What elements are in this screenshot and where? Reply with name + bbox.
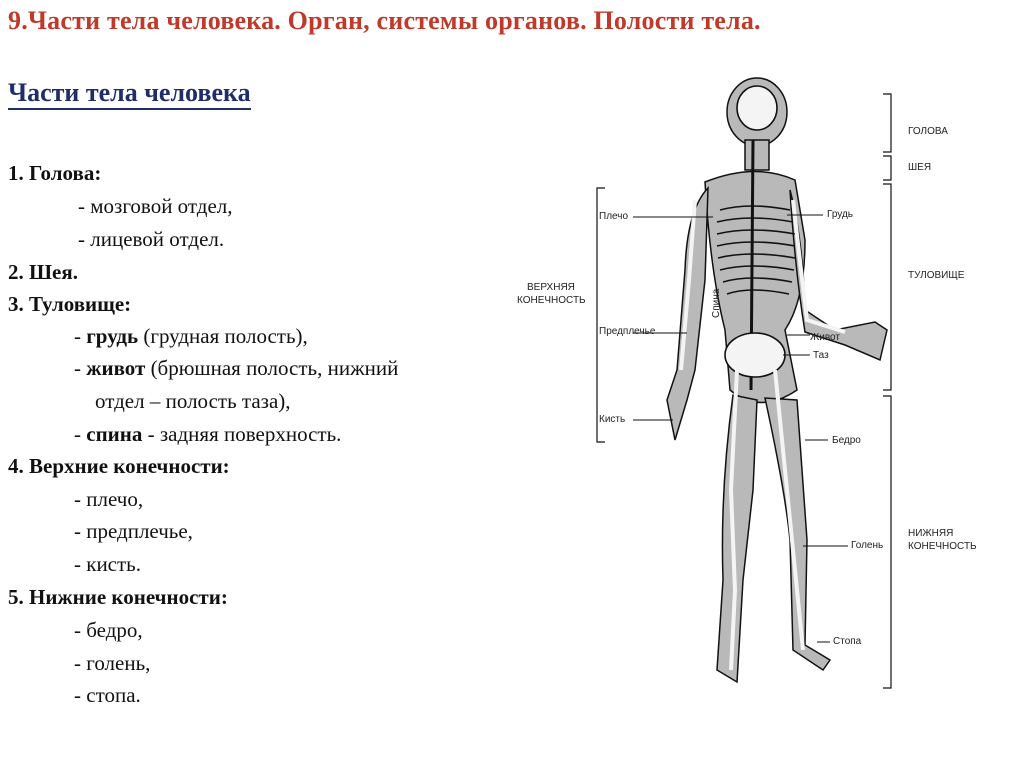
body-diagram: [505, 70, 1010, 700]
label-stopa: Стопа: [833, 636, 862, 647]
term-back: спина: [86, 422, 143, 446]
term-chest: грудь: [86, 324, 139, 348]
item-head: 1. Голова:: [8, 161, 102, 185]
item-torso: 3. Туловище:: [8, 292, 132, 316]
subitem-shoulder: - плечо,: [74, 487, 144, 511]
bracket-head: [883, 94, 891, 152]
right-leg-shape: [765, 398, 830, 670]
label-verkhnyaya-1: ВЕРХНЯЯ: [527, 282, 575, 293]
abdomen-desc-cont: отдел – полость таза),: [95, 389, 291, 413]
dash: -: [74, 356, 87, 380]
subitem-shin: - голень,: [74, 651, 151, 675]
label-golova: ГОЛОВА: [908, 126, 948, 137]
label-predplechye: Предплечье: [599, 326, 656, 337]
section-heading: Части тела человека: [8, 78, 251, 110]
subitem-back: [74, 421, 341, 447]
slide-title: 9.Части тела человека. Орган, системы органов. Полости тела.: [8, 6, 761, 35]
neck-shape: [745, 140, 769, 170]
subitem-chest: [74, 323, 308, 349]
subitem-face: - лицевой отдел.: [78, 227, 225, 251]
bracket-lower-limb: [883, 396, 891, 688]
subitem-thigh: - бедро,: [74, 618, 143, 642]
bracket-neck: [883, 156, 891, 180]
label-taz: Таз: [813, 350, 829, 361]
label-verkhnyaya-2: КОНЕЧНОСТЬ: [517, 295, 586, 306]
skull: [737, 86, 777, 130]
label-kist: Кисть: [599, 414, 626, 425]
label-spina: Спина: [711, 288, 722, 318]
label-nizhnyaya-2: КОНЕЧНОСТЬ: [908, 541, 977, 552]
bracket-upper-limb: [597, 188, 605, 442]
label-plecho: Плечо: [599, 211, 629, 222]
label-nizhnyaya-1: НИЖНЯЯ: [908, 528, 954, 539]
dash: -: [74, 324, 87, 348]
subitem-abdomen: [74, 355, 398, 381]
item-neck: 2. Шея.: [8, 260, 78, 284]
subitem-hand: - кисть.: [74, 552, 142, 576]
term-abdomen: живот: [86, 356, 146, 380]
bracket-torso: [883, 184, 891, 390]
abdomen-desc: (брюшная полость, нижний: [145, 356, 399, 380]
item-lower-limbs: 5. Нижние конечности:: [8, 585, 228, 609]
dash: -: [74, 422, 87, 446]
label-grud: Грудь: [827, 209, 854, 220]
item-upper-limbs: 4. Верхние конечности:: [8, 454, 230, 478]
chest-desc: (грудная полость),: [138, 324, 308, 348]
label-golen: Голень: [851, 540, 884, 551]
label-bedro: Бедро: [832, 435, 861, 446]
subitem-forearm: - предплечье,: [74, 519, 193, 543]
subitem-foot: - стопа.: [74, 683, 141, 707]
anatomy-figure: [505, 70, 1010, 700]
back-desc: - задняя поверхность.: [142, 422, 342, 446]
subitem-brain: - мозговой отдел,: [78, 194, 233, 218]
left-leg-shape: [717, 395, 757, 682]
label-zhivot: Живот: [810, 332, 840, 343]
label-tulovishche: ТУЛОВИЩЕ: [908, 270, 965, 281]
label-sheya: ШЕЯ: [908, 162, 932, 173]
